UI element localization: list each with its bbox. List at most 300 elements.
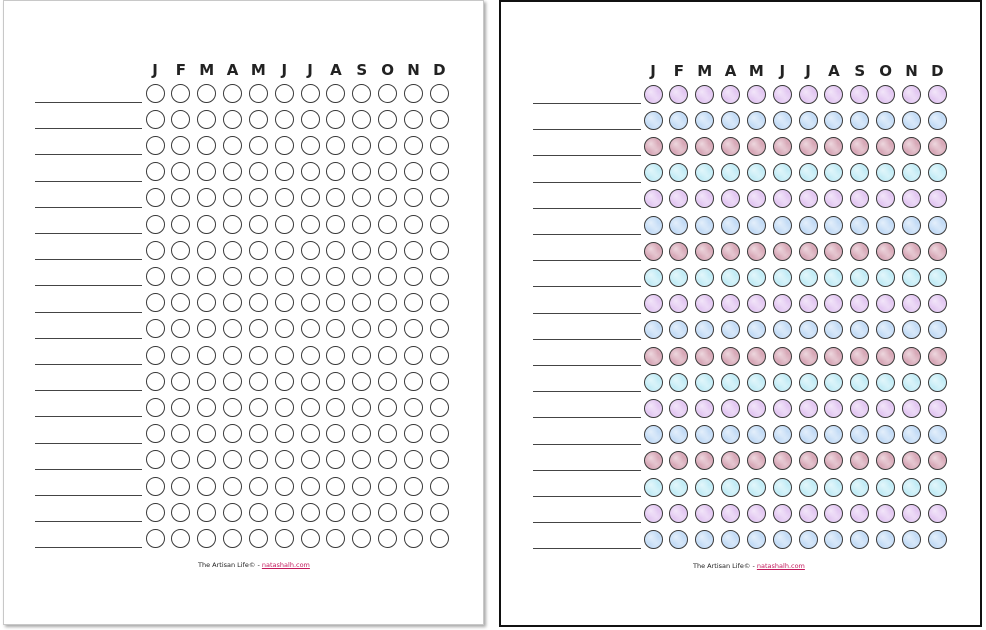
tracker-circle[interactable] (876, 163, 895, 182)
tracker-circle[interactable] (146, 215, 165, 234)
tracker-circle[interactable] (876, 268, 895, 287)
footer-link[interactable]: natashalh.com (261, 561, 310, 569)
tracker-circle[interactable] (799, 163, 818, 182)
tracker-circle[interactable] (721, 320, 740, 339)
tracker-circle[interactable] (773, 163, 792, 182)
tracker-circle[interactable] (644, 111, 663, 130)
tracker-circle[interactable] (301, 188, 320, 207)
habit-name-line[interactable] (35, 495, 142, 496)
tracker-circle[interactable] (876, 320, 895, 339)
tracker-circle[interactable] (404, 215, 423, 234)
tracker-circle[interactable] (404, 398, 423, 417)
tracker-circle[interactable] (773, 216, 792, 235)
tracker-circle[interactable] (301, 477, 320, 496)
tracker-circle[interactable] (404, 424, 423, 443)
tracker-circle[interactable] (773, 294, 792, 313)
tracker-circle[interactable] (404, 188, 423, 207)
tracker-circle[interactable] (695, 268, 714, 287)
tracker-circle[interactable] (669, 85, 688, 104)
tracker-circle[interactable] (669, 242, 688, 261)
tracker-circle[interactable] (850, 530, 869, 549)
tracker-circle[interactable] (249, 424, 268, 443)
tracker-circle[interactable] (275, 424, 294, 443)
tracker-circle[interactable] (876, 85, 895, 104)
tracker-circle[interactable] (876, 399, 895, 418)
tracker-circle[interactable] (850, 268, 869, 287)
habit-name-line[interactable] (533, 208, 641, 209)
tracker-circle[interactable] (352, 162, 371, 181)
tracker-circle[interactable] (378, 188, 397, 207)
tracker-circle[interactable] (146, 450, 165, 469)
tracker-circle[interactable] (430, 529, 449, 548)
tracker-circle[interactable] (824, 478, 843, 497)
tracker-circle[interactable] (301, 398, 320, 417)
tracker-circle[interactable] (171, 110, 190, 129)
habit-name-line[interactable] (533, 391, 641, 392)
tracker-circle[interactable] (430, 267, 449, 286)
tracker-circle[interactable] (146, 319, 165, 338)
tracker-circle[interactable] (747, 111, 766, 130)
tracker-circle[interactable] (146, 529, 165, 548)
tracker-circle[interactable] (824, 373, 843, 392)
tracker-circle[interactable] (773, 530, 792, 549)
tracker-circle[interactable] (404, 110, 423, 129)
tracker-circle[interactable] (223, 424, 242, 443)
tracker-circle[interactable] (876, 189, 895, 208)
tracker-circle[interactable] (301, 529, 320, 548)
tracker-circle[interactable] (928, 216, 947, 235)
tracker-circle[interactable] (721, 85, 740, 104)
tracker-circle[interactable] (352, 529, 371, 548)
tracker-circle[interactable] (301, 110, 320, 129)
tracker-circle[interactable] (223, 84, 242, 103)
tracker-circle[interactable] (902, 399, 921, 418)
tracker-circle[interactable] (876, 373, 895, 392)
tracker-circle[interactable] (352, 477, 371, 496)
tracker-circle[interactable] (275, 346, 294, 365)
tracker-circle[interactable] (171, 424, 190, 443)
tracker-circle[interactable] (644, 373, 663, 392)
tracker-circle[interactable] (378, 162, 397, 181)
tracker-circle[interactable] (773, 111, 792, 130)
tracker-circle[interactable] (249, 319, 268, 338)
tracker-circle[interactable] (275, 110, 294, 129)
habit-name-line[interactable] (533, 234, 641, 235)
tracker-circle[interactable] (850, 504, 869, 523)
tracker-circle[interactable] (876, 216, 895, 235)
tracker-circle[interactable] (799, 425, 818, 444)
tracker-circle[interactable] (326, 477, 345, 496)
tracker-circle[interactable] (695, 320, 714, 339)
tracker-circle[interactable] (352, 346, 371, 365)
tracker-circle[interactable] (301, 424, 320, 443)
tracker-circle[interactable] (799, 399, 818, 418)
tracker-circle[interactable] (695, 347, 714, 366)
tracker-circle[interactable] (850, 137, 869, 156)
tracker-circle[interactable] (644, 85, 663, 104)
tracker-circle[interactable] (669, 530, 688, 549)
habit-name-line[interactable] (533, 260, 641, 261)
tracker-circle[interactable] (378, 372, 397, 391)
tracker-circle[interactable] (824, 294, 843, 313)
tracker-circle[interactable] (799, 137, 818, 156)
tracker-circle[interactable] (669, 294, 688, 313)
tracker-circle[interactable] (695, 373, 714, 392)
tracker-circle[interactable] (876, 347, 895, 366)
tracker-circle[interactable] (378, 424, 397, 443)
tracker-circle[interactable] (197, 110, 216, 129)
tracker-circle[interactable] (721, 373, 740, 392)
tracker-circle[interactable] (146, 477, 165, 496)
tracker-circle[interactable] (146, 162, 165, 181)
tracker-circle[interactable] (249, 215, 268, 234)
tracker-circle[interactable] (747, 268, 766, 287)
tracker-circle[interactable] (747, 399, 766, 418)
tracker-circle[interactable] (721, 189, 740, 208)
habit-name-line[interactable] (533, 417, 641, 418)
tracker-circle[interactable] (430, 215, 449, 234)
tracker-circle[interactable] (799, 111, 818, 130)
tracker-circle[interactable] (928, 294, 947, 313)
tracker-circle[interactable] (902, 85, 921, 104)
tracker-circle[interactable] (799, 216, 818, 235)
habit-name-line[interactable] (533, 522, 641, 523)
tracker-circle[interactable] (404, 477, 423, 496)
tracker-circle[interactable] (799, 530, 818, 549)
habit-name-line[interactable] (533, 470, 641, 471)
tracker-circle[interactable] (326, 319, 345, 338)
tracker-circle[interactable] (773, 85, 792, 104)
tracker-circle[interactable] (747, 216, 766, 235)
tracker-circle[interactable] (326, 424, 345, 443)
tracker-circle[interactable] (171, 529, 190, 548)
tracker-circle[interactable] (301, 450, 320, 469)
tracker-circle[interactable] (644, 137, 663, 156)
tracker-circle[interactable] (695, 189, 714, 208)
tracker-circle[interactable] (352, 293, 371, 312)
tracker-circle[interactable] (695, 216, 714, 235)
tracker-circle[interactable] (799, 242, 818, 261)
tracker-circle[interactable] (301, 319, 320, 338)
tracker-circle[interactable] (146, 84, 165, 103)
tracker-circle[interactable] (669, 216, 688, 235)
habit-name-line[interactable] (533, 313, 641, 314)
tracker-circle[interactable] (850, 347, 869, 366)
tracker-circle[interactable] (171, 477, 190, 496)
tracker-circle[interactable] (695, 85, 714, 104)
tracker-circle[interactable] (171, 267, 190, 286)
tracker-circle[interactable] (721, 530, 740, 549)
tracker-circle[interactable] (430, 346, 449, 365)
tracker-circle[interactable] (669, 320, 688, 339)
habit-name-line[interactable] (533, 496, 641, 497)
tracker-circle[interactable] (669, 347, 688, 366)
tracker-circle[interactable] (197, 188, 216, 207)
tracker-circle[interactable] (430, 241, 449, 260)
tracker-circle[interactable] (352, 110, 371, 129)
tracker-circle[interactable] (850, 216, 869, 235)
tracker-circle[interactable] (171, 319, 190, 338)
tracker-circle[interactable] (773, 399, 792, 418)
tracker-circle[interactable] (146, 346, 165, 365)
habit-name-line[interactable] (35, 469, 142, 470)
tracker-circle[interactable] (721, 478, 740, 497)
habit-name-line[interactable] (35, 364, 142, 365)
tracker-circle[interactable] (146, 136, 165, 155)
tracker-circle[interactable] (301, 241, 320, 260)
tracker-circle[interactable] (404, 529, 423, 548)
tracker-circle[interactable] (824, 163, 843, 182)
tracker-circle[interactable] (301, 372, 320, 391)
tracker-circle[interactable] (249, 477, 268, 496)
tracker-circle[interactable] (644, 294, 663, 313)
tracker-circle[interactable] (644, 347, 663, 366)
tracker-circle[interactable] (171, 450, 190, 469)
tracker-circle[interactable] (850, 163, 869, 182)
tracker-circle[interactable] (249, 346, 268, 365)
tracker-circle[interactable] (850, 478, 869, 497)
tracker-circle[interactable] (223, 110, 242, 129)
tracker-circle[interactable] (644, 189, 663, 208)
tracker-circle[interactable] (773, 189, 792, 208)
tracker-circle[interactable] (352, 188, 371, 207)
tracker-circle[interactable] (275, 188, 294, 207)
tracker-circle[interactable] (850, 399, 869, 418)
habit-name-line[interactable] (533, 286, 641, 287)
tracker-circle[interactable] (352, 215, 371, 234)
tracker-circle[interactable] (171, 346, 190, 365)
tracker-circle[interactable] (404, 84, 423, 103)
tracker-circle[interactable] (644, 242, 663, 261)
tracker-circle[interactable] (430, 136, 449, 155)
tracker-circle[interactable] (223, 529, 242, 548)
tracker-circle[interactable] (773, 268, 792, 287)
tracker-circle[interactable] (669, 189, 688, 208)
habit-name-line[interactable] (533, 103, 641, 104)
tracker-circle[interactable] (695, 163, 714, 182)
tracker-circle[interactable] (773, 425, 792, 444)
tracker-circle[interactable] (799, 347, 818, 366)
tracker-circle[interactable] (928, 451, 947, 470)
tracker-circle[interactable] (902, 425, 921, 444)
tracker-circle[interactable] (171, 136, 190, 155)
tracker-circle[interactable] (695, 425, 714, 444)
habit-name-line[interactable] (35, 259, 142, 260)
tracker-circle[interactable] (171, 293, 190, 312)
tracker-circle[interactable] (326, 162, 345, 181)
tracker-circle[interactable] (773, 242, 792, 261)
tracker-circle[interactable] (223, 136, 242, 155)
tracker-circle[interactable] (850, 373, 869, 392)
tracker-circle[interactable] (430, 188, 449, 207)
tracker-circle[interactable] (404, 346, 423, 365)
tracker-circle[interactable] (695, 478, 714, 497)
tracker-circle[interactable] (249, 188, 268, 207)
tracker-circle[interactable] (249, 136, 268, 155)
tracker-circle[interactable] (747, 451, 766, 470)
tracker-circle[interactable] (773, 451, 792, 470)
tracker-circle[interactable] (669, 111, 688, 130)
tracker-circle[interactable] (850, 320, 869, 339)
tracker-circle[interactable] (747, 504, 766, 523)
tracker-circle[interactable] (695, 504, 714, 523)
tracker-circle[interactable] (644, 320, 663, 339)
habit-name-line[interactable] (533, 339, 641, 340)
habit-name-line[interactable] (533, 444, 641, 445)
tracker-circle[interactable] (326, 293, 345, 312)
tracker-circle[interactable] (644, 504, 663, 523)
tracker-circle[interactable] (928, 137, 947, 156)
tracker-circle[interactable] (721, 163, 740, 182)
habit-name-line[interactable] (533, 129, 641, 130)
tracker-circle[interactable] (223, 188, 242, 207)
tracker-circle[interactable] (902, 320, 921, 339)
tracker-circle[interactable] (721, 504, 740, 523)
tracker-circle[interactable] (301, 162, 320, 181)
tracker-circle[interactable] (404, 319, 423, 338)
tracker-circle[interactable] (249, 398, 268, 417)
tracker-circle[interactable] (902, 451, 921, 470)
tracker-circle[interactable] (876, 504, 895, 523)
tracker-circle[interactable] (197, 215, 216, 234)
tracker-circle[interactable] (644, 268, 663, 287)
tracker-circle[interactable] (669, 425, 688, 444)
tracker-circle[interactable] (747, 478, 766, 497)
tracker-circle[interactable] (876, 478, 895, 497)
tracker-circle[interactable] (824, 347, 843, 366)
tracker-circle[interactable] (850, 111, 869, 130)
tracker-circle[interactable] (171, 503, 190, 522)
tracker-circle[interactable] (378, 398, 397, 417)
tracker-circle[interactable] (824, 451, 843, 470)
tracker-circle[interactable] (669, 451, 688, 470)
tracker-circle[interactable] (223, 319, 242, 338)
tracker-circle[interactable] (773, 347, 792, 366)
tracker-circle[interactable] (902, 137, 921, 156)
tracker-circle[interactable] (146, 267, 165, 286)
tracker-circle[interactable] (404, 267, 423, 286)
tracker-circle[interactable] (352, 372, 371, 391)
tracker-circle[interactable] (275, 293, 294, 312)
tracker-circle[interactable] (275, 136, 294, 155)
tracker-circle[interactable] (747, 347, 766, 366)
tracker-circle[interactable] (326, 188, 345, 207)
tracker-circle[interactable] (197, 503, 216, 522)
tracker-circle[interactable] (197, 450, 216, 469)
habit-name-line[interactable] (35, 547, 142, 548)
tracker-circle[interactable] (146, 241, 165, 260)
tracker-circle[interactable] (824, 530, 843, 549)
tracker-circle[interactable] (773, 373, 792, 392)
tracker-circle[interactable] (378, 84, 397, 103)
tracker-circle[interactable] (378, 267, 397, 286)
tracker-circle[interactable] (928, 163, 947, 182)
tracker-circle[interactable] (404, 372, 423, 391)
tracker-circle[interactable] (171, 84, 190, 103)
tracker-circle[interactable] (824, 320, 843, 339)
tracker-circle[interactable] (824, 137, 843, 156)
tracker-circle[interactable] (301, 84, 320, 103)
tracker-circle[interactable] (876, 137, 895, 156)
tracker-circle[interactable] (695, 451, 714, 470)
tracker-circle[interactable] (146, 424, 165, 443)
tracker-circle[interactable] (695, 242, 714, 261)
tracker-circle[interactable] (352, 424, 371, 443)
tracker-circle[interactable] (669, 268, 688, 287)
tracker-circle[interactable] (223, 398, 242, 417)
tracker-circle[interactable] (430, 293, 449, 312)
tracker-circle[interactable] (404, 136, 423, 155)
tracker-circle[interactable] (430, 398, 449, 417)
tracker-circle[interactable] (404, 503, 423, 522)
tracker-circle[interactable] (430, 450, 449, 469)
tracker-circle[interactable] (275, 215, 294, 234)
habit-name-line[interactable] (533, 365, 641, 366)
tracker-circle[interactable] (301, 346, 320, 365)
tracker-circle[interactable] (773, 137, 792, 156)
tracker-circle[interactable] (876, 451, 895, 470)
habit-name-line[interactable] (35, 154, 142, 155)
tracker-circle[interactable] (721, 294, 740, 313)
tracker-circle[interactable] (902, 268, 921, 287)
tracker-circle[interactable] (876, 242, 895, 261)
tracker-circle[interactable] (876, 294, 895, 313)
tracker-circle[interactable] (249, 529, 268, 548)
tracker-circle[interactable] (747, 189, 766, 208)
tracker-circle[interactable] (197, 136, 216, 155)
tracker-circle[interactable] (747, 530, 766, 549)
tracker-circle[interactable] (644, 216, 663, 235)
tracker-circle[interactable] (378, 293, 397, 312)
tracker-circle[interactable] (850, 189, 869, 208)
tracker-circle[interactable] (928, 504, 947, 523)
tracker-circle[interactable] (326, 398, 345, 417)
habit-name-line[interactable] (35, 102, 142, 103)
tracker-circle[interactable] (430, 110, 449, 129)
tracker-circle[interactable] (326, 346, 345, 365)
tracker-circle[interactable] (902, 216, 921, 235)
tracker-circle[interactable] (146, 293, 165, 312)
tracker-circle[interactable] (824, 504, 843, 523)
tracker-circle[interactable] (171, 162, 190, 181)
habit-name-line[interactable] (35, 128, 142, 129)
habit-name-line[interactable] (35, 285, 142, 286)
tracker-circle[interactable] (197, 84, 216, 103)
tracker-circle[interactable] (275, 267, 294, 286)
tracker-circle[interactable] (404, 450, 423, 469)
tracker-circle[interactable] (902, 530, 921, 549)
tracker-circle[interactable] (352, 267, 371, 286)
tracker-circle[interactable] (747, 85, 766, 104)
habit-name-line[interactable] (35, 390, 142, 391)
tracker-circle[interactable] (747, 320, 766, 339)
tracker-circle[interactable] (378, 136, 397, 155)
tracker-circle[interactable] (747, 137, 766, 156)
tracker-circle[interactable] (799, 373, 818, 392)
tracker-circle[interactable] (171, 188, 190, 207)
tracker-circle[interactable] (644, 451, 663, 470)
tracker-circle[interactable] (223, 346, 242, 365)
tracker-circle[interactable] (223, 267, 242, 286)
tracker-circle[interactable] (430, 162, 449, 181)
habit-name-line[interactable] (35, 443, 142, 444)
tracker-circle[interactable] (171, 215, 190, 234)
tracker-circle[interactable] (352, 503, 371, 522)
tracker-circle[interactable] (799, 504, 818, 523)
tracker-circle[interactable] (799, 85, 818, 104)
tracker-circle[interactable] (301, 267, 320, 286)
tracker-circle[interactable] (378, 529, 397, 548)
